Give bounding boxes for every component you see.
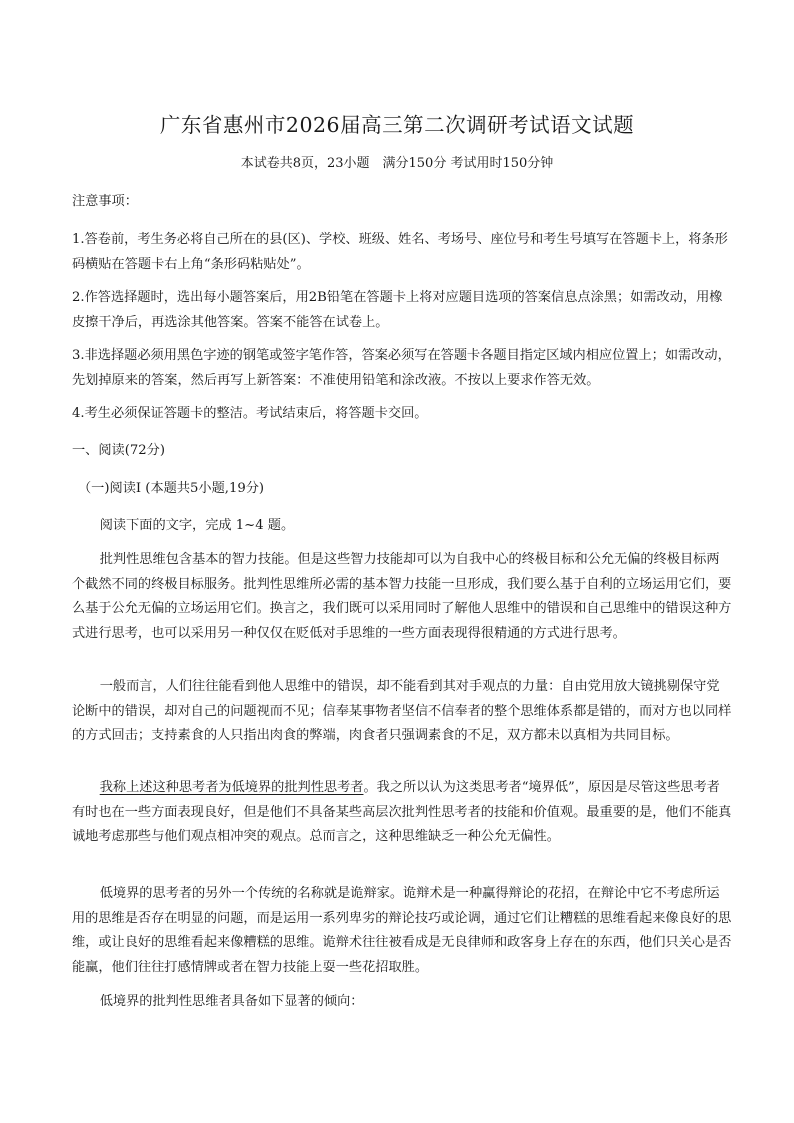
notice-item-text: 4.考生必须保证答题卡的整洁。考试结束后，将答题卡交回。: [72, 406, 428, 421]
notice-item-1: [72, 228, 732, 277]
passage-paragraph-3: [72, 776, 732, 850]
notice-heading: [72, 190, 732, 215]
paragraph-text: [72, 776, 732, 850]
exam-info: 本试卷共8页，23小题 满分150分 考试用时150分钟: [240, 156, 554, 171]
paragraph-text: 低境界的思考者的另外一个传统的名称就是诡辩家。诡辩术是一种赢得辩论的花招，在辩论中它不考虑所运用的思维是否存在明显的问题，而是运用一系列卑劣的辩论技巧或论调，通过它们让糟糕的思维看起来像良好的思维，或让良好的思维看起来像糟糕的思维。诡辩术往往被看成是无良律师和政客身上存在的东西，他们只关心是否能赢，他们往往打感情牌或者在智力技能上耍一些花招取胜。: [72, 886, 732, 975]
passage-paragraph-2: [72, 675, 732, 749]
section-subheading: [78, 477, 738, 502]
notice-item-text: 1.答卷前，考生务必将自己所在的县(区)、学校、班级、姓名、考场号、座位号和考生号填写在答题卡上，将条形码横贴在答题卡右上角“条形码粘贴处”。: [72, 232, 728, 272]
instruction: [72, 514, 732, 539]
paragraph-text: 批判性思维包含基本的智力技能。但是这些智力技能却可以为自我中心的终极目标和公允无偏的终极目标两个截然不同的终极目标服务。批判性思维所必需的基本智力技能一旦形成，我们要么基于自利的立场运用它们，要么基于公允无偏的立场运用它们。换言之，我们既可以采用同时了解他人思维中的错误和自己思维中的错误这种方式进行思考，也可以采用另一种仅仅在贬低对手思维的一些方面表现得很精通的方式进行思考。: [72, 552, 732, 641]
paragraph-text-rest: 。我之所以认为这类思考者“境界低”，原因是尽管这些思考者有时也在一些方面表现良好，但是他们不具备某些高层次批判性思考者的技能和价值观。最重要的是，他们不能真诚地考虑那些与他们观点相冲突的观点。总而言之，这种思维缺乏一种公允无偏性。: [72, 780, 732, 844]
document-title: 广东省惠州市2026届高三第二次调研考试语文试题: [159, 113, 635, 137]
section-subheading-text: （一)阅读Ⅰ (本题共5小题,19分): [78, 481, 265, 496]
paragraph-text: 低境界的批判性思维者具备如下显著的倾向：: [99, 994, 364, 1009]
notice-item-4: [72, 402, 732, 427]
notice-item-text: 2.作答选择题时，选出每小题答案后，用2B铅笔在答题卡上将对应题目选项的答案信息点涂黑；如需改动，用橡皮擦干净后，再选涂其他答案。答案不能答在试卷上。: [72, 290, 723, 330]
notice-item-2: [72, 286, 732, 335]
passage-paragraph-4: [72, 882, 732, 980]
section-heading: [72, 439, 732, 464]
instruction-text: 阅读下面的文字，完成 1~4 题。: [99, 518, 295, 533]
underlined-sentence: 我称上述这种思考者为低境界的批判性思考者: [99, 780, 364, 795]
passage-paragraph-5: [72, 990, 732, 1015]
section-heading-text: 一、阅读(72分): [72, 443, 166, 458]
passage-paragraph-1: [72, 548, 732, 646]
notice-item-text: 3.非选择题必须用黑色字迹的钢笔或签字笔作答，答案必须写在答题卡各题目指定区域内相应位置上；如需改动，先划掉原来的答案，然后再写上新答案：不准使用铅笔和涂改液。不按以上要求作答无效。: [72, 348, 731, 388]
notice-item-3: [72, 344, 732, 393]
paragraph-text: 一般而言，人们往往能看到他人思维中的错误，却不能看到其对手观点的力量：自由党用放大镜挑剔保守党论断中的错误，却对自己的问题视而不见；信奉某事物者坚信不信奉者的整个思维体系都是错的，而对方也以同样的方式回击；支持素食的人只指出肉食的弊端，肉食者只强调素食的不足，双方都未以真相为共同目标。: [72, 679, 732, 743]
notice-heading-text: 注意事项：: [72, 194, 138, 209]
